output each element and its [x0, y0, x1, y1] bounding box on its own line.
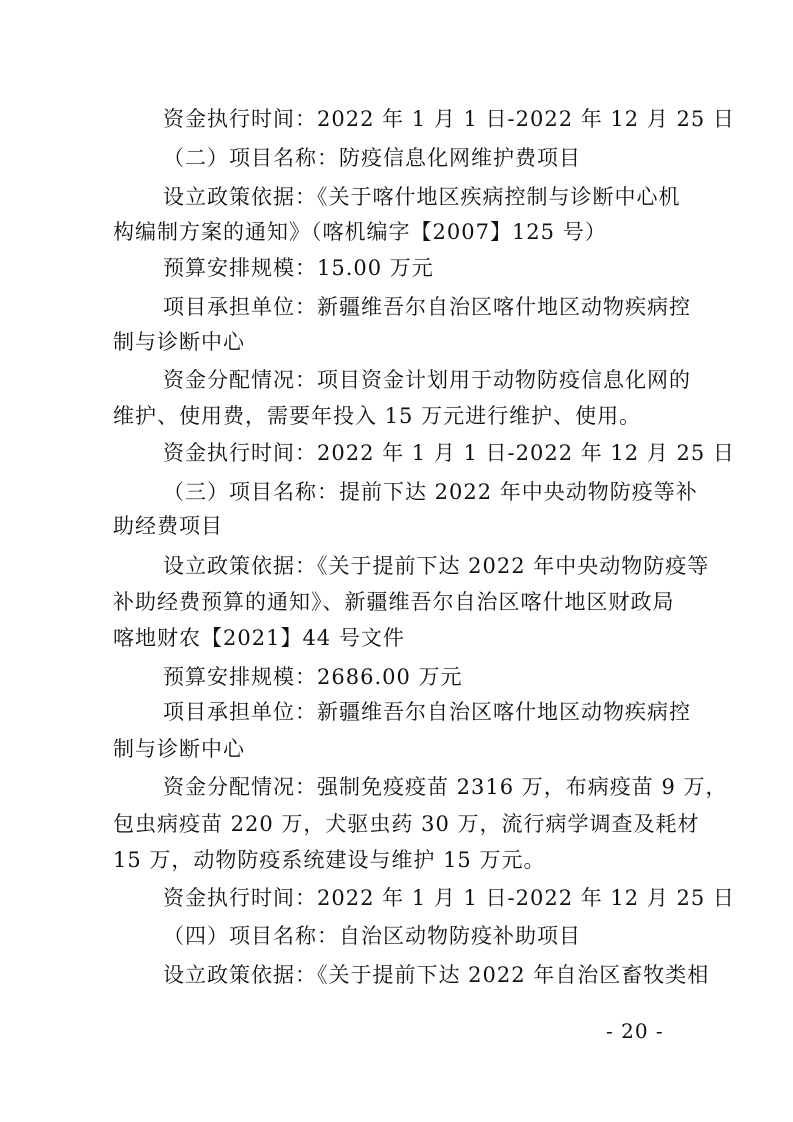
paragraph-line-11: （三）项目名称：提前下达 2022 年中央动物防疫等补: [163, 480, 698, 504]
paragraph-line-8: 资金分配情况：项目资金计划用于动物防疫信息化网的: [163, 368, 691, 392]
paragraph-line-23: （四）项目名称：自治区动物防疫补助项目: [163, 924, 581, 948]
paragraph-line-9: 维护、使用费，需要年投入 15 万元进行维护、使用。: [113, 404, 642, 428]
paragraph-line-19: 资金分配情况：强制免疫疫苗 2316 万，布病疫苗 9 万，: [163, 775, 728, 799]
paragraph-line-4: 构编制方案的通知》（喀机编字【2007】125 号）: [113, 220, 607, 244]
paragraph-line-5: 预算安排规模：15.00 万元: [163, 256, 434, 280]
paragraph-line-21: 15 万，动物防疫系统建设与维护 15 万元。: [113, 848, 546, 872]
paragraph-line-24: 设立政策依据：《关于提前下达 2022 年自治区畜牧类相: [163, 963, 710, 987]
page-number: - 20 -: [606, 1019, 664, 1043]
paragraph-line-3: 设立政策依据：《关于喀什地区疾病控制与诊断中心机: [163, 185, 681, 209]
paragraph-line-16: 预算安排规模：2686.00 万元: [163, 665, 463, 689]
paragraph-line-14: 补助经费预算的通知》、新疆维吾尔自治区喀什地区财政局: [113, 590, 675, 614]
paragraph-line-1: 资金执行时间：2022 年 1 月 1 日-2022 年 12 月 25 日: [163, 107, 735, 131]
paragraph-line-10: 资金执行时间：2022 年 1 月 1 日-2022 年 12 月 25 日: [163, 441, 735, 465]
paragraph-line-7: 制与诊断中心: [113, 330, 245, 354]
paragraph-line-18: 制与诊断中心: [113, 737, 245, 761]
paragraph-line-6: 项目承担单位：新疆维吾尔自治区喀什地区动物疾病控: [163, 295, 691, 319]
paragraph-line-20: 包虫病疫苗 220 万，犬驱虫药 30 万，流行病学调查及耗材: [113, 812, 700, 836]
paragraph-line-2: （二）项目名称：防疫信息化网维护费项目: [163, 146, 581, 170]
paragraph-line-17: 项目承担单位：新疆维吾尔自治区喀什地区动物疾病控: [163, 700, 691, 724]
paragraph-line-22: 资金执行时间：2022 年 1 月 1 日-2022 年 12 月 25 日: [163, 886, 735, 910]
paragraph-line-12: 助经费项目: [113, 514, 223, 538]
paragraph-line-13: 设立政策依据：《关于提前下达 2022 年中央动物防疫等: [163, 554, 710, 578]
paragraph-line-15: 喀地财农【2021】44 号文件: [113, 626, 405, 650]
